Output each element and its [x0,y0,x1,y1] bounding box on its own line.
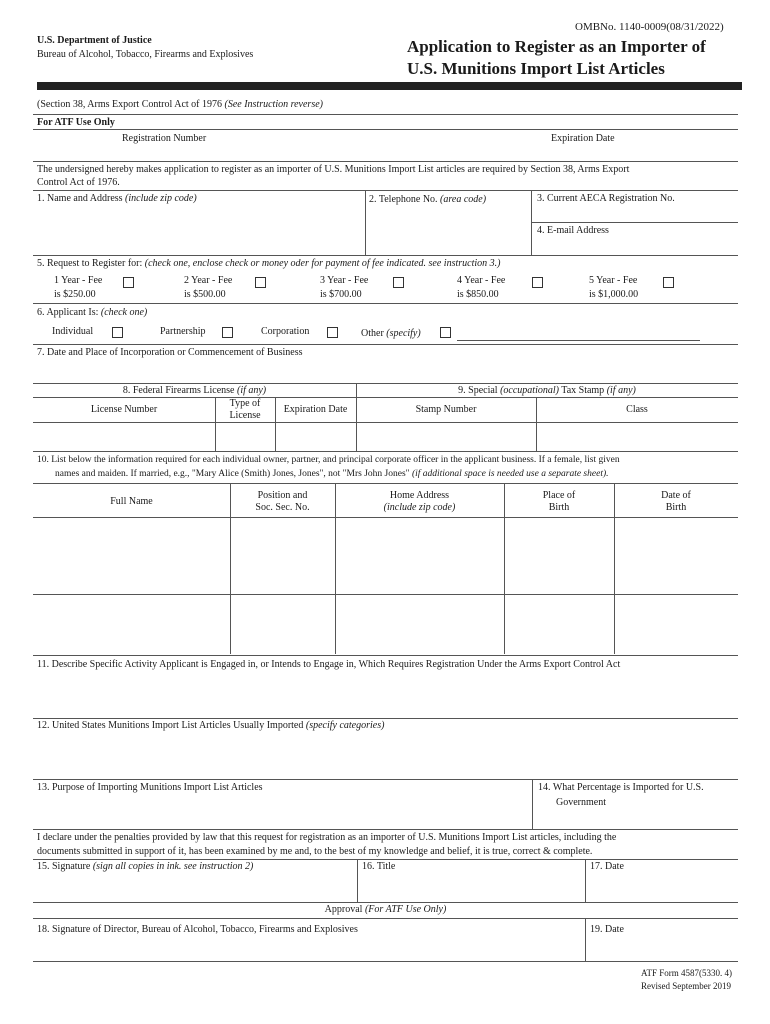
name-address-input[interactable] [37,206,361,252]
applicant-other-label [361,328,421,340]
field10-line1: 10. List below the information required for each individual owner, partner, and principal corporate officer in the applicant business. If a female, list given [37,455,620,465]
applicant-partnership-label: Partnership [160,326,206,337]
field2-note: (area code) [440,194,487,205]
table-row[interactable] [34,518,738,593]
option-4-year-term: 4 Year - Fee [457,275,506,286]
option-2-year-term: 2 Year - Fee [184,275,233,286]
place-of-birth-line2: Birth [548,502,570,513]
license-type-line1: Type of [229,398,261,409]
license-type-input[interactable] [216,423,274,450]
divider [357,859,358,902]
full-name-header: Full Name [110,496,153,507]
divider [33,114,738,115]
section-ref-text: (Section 38, Arms Export Control Act of 1976 [37,99,222,110]
activity-description-input[interactable] [37,673,737,715]
approval-date-input[interactable] [590,938,734,958]
field13-label: 13. Purpose of Importing Munitions Import List Articles [37,782,263,793]
divider [532,779,533,829]
field5-label-text: 5. Request to Register for: [37,258,143,269]
divider [33,829,738,830]
divider [585,918,586,961]
field14-line2: Government [556,797,606,808]
omb-number: OMBNo. 1140-0009(08/31/2022) [575,21,724,33]
option-3-year-fee: is $700.00 [320,289,362,300]
divider [33,397,738,398]
form-title-line2: U.S. Munitions Import List Articles [407,59,665,78]
home-address-line2: (include zip code) [383,502,456,513]
field1-label-text: 1. Name and Address [37,193,123,204]
divider [33,303,738,304]
option-4-year-fee: is $850.00 [457,289,499,300]
position-header-line2: Soc. Sec. No. [255,502,310,513]
license-expiration-header: Expiration Date [283,404,348,415]
approval-label [33,904,738,916]
field1-note: (include zip code) [125,193,197,204]
field11-label: 11. Describe Specific Activity Applicant is Engaged in, or Intends to Engage in, Which Requires Registration Under the Arms Export Control Act [37,659,621,670]
applicant-other-note: (specify) [386,328,421,339]
telephone-input[interactable] [369,208,527,252]
field10-line2-text: names and maiden. If married, e.g., "Mary Alice (Smith) Jones, Jones", not "Mrs John Jones" [55,469,410,479]
license-type-line2: License [229,410,261,421]
field9-note2: (if any) [606,385,636,396]
divider [33,344,738,345]
applicant-partnership-checkbox[interactable] [222,327,233,338]
field6-note: (check one) [100,307,148,318]
place-of-birth-line1: Place of [542,490,576,501]
field18-label: 18. Signature of Director, Bureau of Alcohol, Tobacco, Firearms and Explosives [37,924,358,935]
option-1-year-checkbox[interactable] [123,277,134,288]
title-input[interactable] [362,875,580,899]
place-of-birth-header [504,490,614,514]
form-title [407,36,706,80]
divider [33,451,738,452]
field2-label-text: 2. Telephone No. [369,194,438,205]
field9-label-mid: Tax Stamp [561,385,605,396]
field16-label: 16. Title [362,861,396,872]
applicant-individual-label: Individual [52,326,94,337]
option-3-year-checkbox[interactable] [393,277,404,288]
approval-label-text: Approval [324,904,363,915]
license-expiration-input[interactable] [276,423,355,450]
field3-label: 3. Current AECA Registration No. [537,193,675,204]
option-1-year-term: 1 Year - Fee [54,275,103,286]
field9-label [356,385,738,397]
revision-date: Revised September 2019 [641,981,731,991]
divider [33,902,738,903]
date-input[interactable] [590,875,734,899]
form-title-line1: Application to Register as an Importer of [407,37,706,56]
home-address-header [335,490,504,514]
divider [585,859,586,902]
divider [33,718,738,719]
articles-imported-input[interactable] [37,734,737,776]
position-header-line1: Position and [257,490,308,501]
field2-label [369,194,486,206]
field10-line2 [55,468,609,480]
stamp-class-header: Class [626,404,648,415]
incorporation-input[interactable] [37,360,737,380]
director-signature-input[interactable] [37,938,581,958]
bureau-name: Bureau of Alcohol, Tobacco, Firearms and Explosives [37,49,254,60]
divider [33,918,738,919]
penalty-line1: I declare under the penalties provided by law that this request for registration as an importer of U.S. Munitions Import List articles, including the [37,832,617,843]
field4-label: 4. E-mail Address [537,225,609,236]
field12-note: (specify categories) [305,720,385,731]
field15-note: (sign all copies in ink. see instruction 2) [92,861,254,872]
option-5-year-fee: is $1,000.00 [589,289,639,300]
department-name: U.S. Department of Justice [37,35,152,46]
header-rule [37,82,742,90]
field9-note1: (occupational) [500,385,559,396]
home-address-line1: Home Address [389,490,450,501]
applicant-other-text: Other [361,328,384,339]
license-type-header [215,398,275,422]
divider [33,383,738,384]
field7-label: 7. Date and Place of Incorporation or Commencement of Business [37,347,303,358]
option-2-year-checkbox[interactable] [255,277,266,288]
penalty-line2: documents submitted in support of it, has been examined by me and, to the best of my knowledge and belief, it is true, correct & complete. [37,846,593,857]
divider [33,161,738,162]
applicant-other-specify-input[interactable] [457,328,700,341]
importing-purpose-input[interactable] [37,796,527,826]
divider [33,655,738,656]
declaration-line2: Control Act of 1976. [37,177,120,188]
option-5-year-checkbox[interactable] [663,277,674,288]
field15-label-text: 15. Signature [37,861,91,872]
stamp-number-input[interactable] [357,423,535,450]
expiration-date-input[interactable] [540,148,700,160]
applicant-individual-checkbox[interactable] [112,327,123,338]
divider [33,859,738,860]
table-row[interactable] [34,595,738,653]
form-number: ATF Form 4587(5330. 4) [641,968,733,978]
field8-label-text: 8. Federal Firearms License [122,385,235,396]
divider [33,255,738,256]
registration-number-label: Registration Number [122,133,207,144]
section-reference [37,99,323,111]
option-1-year-fee: is $250.00 [54,289,96,300]
divider [33,129,738,130]
field14-label [538,782,704,809]
field8-note: (if any) [236,385,267,396]
field1-label [37,193,197,205]
approval-note: (For ATF Use Only) [364,904,447,915]
field10-line2-italic: (if additional space is needed use a separate sheet). [411,469,609,479]
divider [365,190,366,255]
signature-input[interactable] [37,875,353,899]
expiration-date-label: Expiration Date [551,133,615,144]
field8-label [33,385,356,397]
stamp-class-input[interactable] [537,423,737,450]
declaration-line1: The undersigned hereby makes application to register as an importer of U.S. Munitions Import List articles are required by Section 38, Arms Export [37,164,630,175]
field6-label [37,307,147,319]
license-number-input[interactable] [34,423,214,450]
option-5-year-term: 5 Year - Fee [589,275,638,286]
divider [33,961,738,962]
position-header [230,490,335,514]
divider [33,190,738,191]
option-3-year-term: 3 Year - Fee [320,275,369,286]
license-number-header: License Number [90,404,158,415]
field17-label: 17. Date [590,861,624,872]
field12-label [37,720,384,732]
divider [33,483,738,484]
date-of-birth-header [614,490,738,514]
email-input[interactable] [537,238,732,252]
field14-line1: 14. What Percentage is Imported for U.S. [538,782,704,793]
applicant-corporation-checkbox[interactable] [327,327,338,338]
divider [33,779,738,780]
field15-label [37,861,253,873]
field5-label [37,258,500,270]
atf-use-only-label: For ATF Use Only [37,117,115,128]
aeca-registration-input[interactable] [537,206,732,220]
section-ref-italic: (See Instruction reverse) [224,99,323,110]
option-4-year-checkbox[interactable] [532,277,543,288]
field5-note: (check one, enclose check or money oder for payment of fee indicated. see instruction 3.) [144,258,501,269]
applicant-corporation-label: Corporation [261,326,310,337]
applicant-other-checkbox[interactable] [440,327,451,338]
field6-label-text: 6. Applicant Is: [37,307,99,318]
date-of-birth-line1: Date of [661,490,691,501]
stamp-number-header: Stamp Number [415,404,477,415]
date-of-birth-line2: Birth [665,502,687,513]
field12-label-text: 12. United States Munitions Import List Articles Usually Imported [37,720,304,731]
registration-number-input[interactable] [120,148,360,160]
percentage-input[interactable] [538,812,734,827]
option-2-year-fee: is $500.00 [184,289,226,300]
divider [532,222,738,223]
field19-label: 19. Date [590,924,624,935]
field9-label-text: 9. Special [458,385,498,396]
